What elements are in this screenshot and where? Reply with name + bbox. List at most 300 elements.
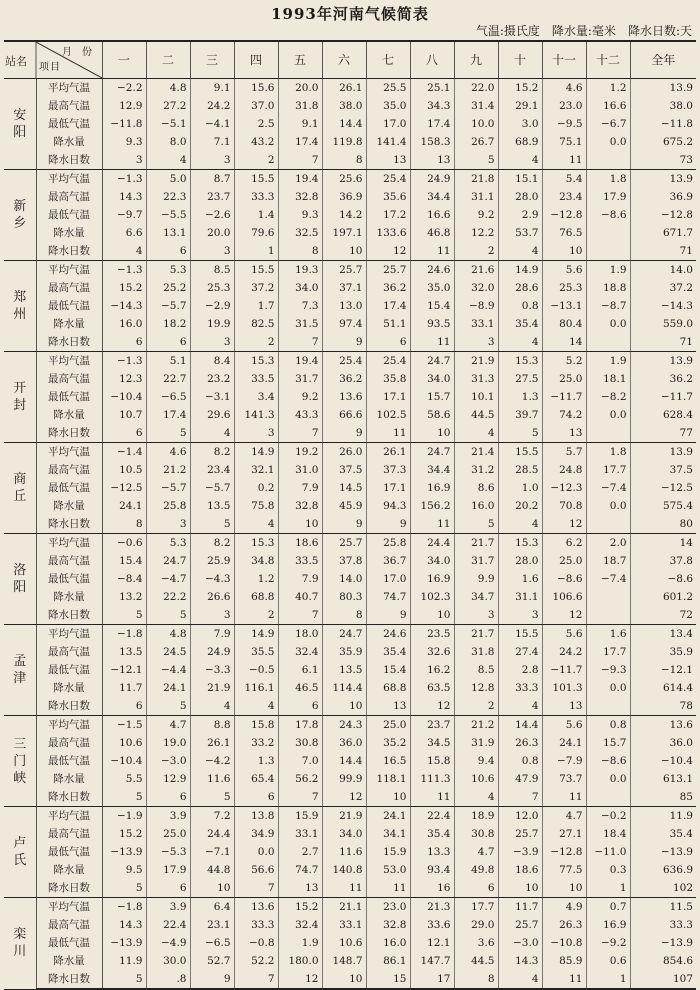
item-label: 最高气温: [36, 916, 102, 934]
value-cell: 3.6: [454, 934, 498, 952]
value-cell: 5.7: [542, 443, 586, 462]
value-cell: 8.2: [190, 443, 234, 462]
value-cell: −3.0: [498, 934, 542, 952]
table-row: [4, 898, 696, 917]
value-cell: 23.1: [190, 916, 234, 934]
value-cell: 13.6: [630, 716, 696, 735]
value-cell: 4.9: [542, 898, 586, 917]
value-cell: 6: [146, 333, 190, 352]
value-cell: 32.8: [278, 497, 322, 515]
table-row: [4, 461, 696, 479]
value-cell: 15.7: [410, 388, 454, 406]
value-cell: 19.0: [146, 734, 190, 752]
value-cell: 3: [190, 333, 234, 352]
value-cell: 35.2: [366, 734, 410, 752]
value-cell: 12.1: [410, 934, 454, 952]
value-cell: 32.1: [234, 461, 278, 479]
value-cell: 26.1: [190, 734, 234, 752]
value-cell: 3: [190, 151, 234, 170]
table-row: [4, 752, 696, 770]
value-cell: 13: [542, 424, 586, 443]
value-cell: 4: [498, 515, 542, 534]
value-cell: 23.7: [190, 188, 234, 206]
value-cell: 15.4: [410, 297, 454, 315]
value-cell: 9.3: [278, 206, 322, 224]
item-label: 最低气温: [36, 570, 102, 588]
value-cell: 2.9: [498, 206, 542, 224]
value-cell: 10.6: [454, 770, 498, 788]
value-cell: −1.5: [102, 716, 146, 735]
value-cell: 118.1: [366, 770, 410, 788]
value-cell: 21.7: [454, 534, 498, 553]
value-cell: −1.3: [102, 170, 146, 189]
value-cell: 16.5: [366, 752, 410, 770]
value-cell: 33.3: [234, 916, 278, 934]
value-cell: 16.6: [586, 97, 630, 115]
station-name: 安 阳: [4, 79, 36, 170]
value-cell: −9.5: [542, 115, 586, 133]
value-cell: 32.4: [278, 643, 322, 661]
value-cell: 1.9: [586, 352, 630, 371]
value-cell: 8: [322, 606, 366, 625]
value-cell: 3: [454, 333, 498, 352]
value-cell: 1.2: [586, 79, 630, 98]
value-cell: 102: [630, 879, 696, 898]
value-cell: 14.3: [102, 916, 146, 934]
value-cell: 675.2: [630, 133, 696, 151]
value-cell: 14.5: [322, 479, 366, 497]
item-label: 降水日数: [36, 151, 102, 170]
item-label: 最低气温: [36, 934, 102, 952]
value-cell: 10: [542, 242, 586, 261]
item-label: 平均气温: [36, 170, 102, 189]
value-cell: 601.2: [630, 588, 696, 606]
value-cell: 13.8: [234, 807, 278, 826]
value-cell: 26.0: [322, 443, 366, 462]
value-cell: 68.9: [498, 133, 542, 151]
value-cell: 4.7: [454, 843, 498, 861]
value-cell: 4.8: [146, 625, 190, 644]
month-header: 六: [322, 41, 366, 79]
value-cell: 2.0: [586, 534, 630, 553]
station-label: 站名: [5, 55, 27, 68]
value-cell: [586, 424, 630, 443]
value-cell: 25.7: [366, 261, 410, 280]
value-cell: 8: [278, 242, 322, 261]
item-label: 平均气温: [36, 898, 102, 917]
value-cell: 30.8: [278, 734, 322, 752]
value-cell: 6.6: [102, 224, 146, 242]
value-cell: 24.6: [366, 625, 410, 644]
value-cell: 0.8: [498, 297, 542, 315]
value-cell: 77: [630, 424, 696, 443]
value-cell: 80: [630, 515, 696, 534]
value-cell: −14.3: [630, 297, 696, 315]
value-cell: 0.0: [586, 315, 630, 333]
value-cell: 9: [366, 606, 410, 625]
item-label: 降水日数: [36, 697, 102, 716]
value-cell: −5.7: [146, 479, 190, 497]
value-cell: 28.0: [498, 188, 542, 206]
value-cell: 10: [410, 606, 454, 625]
value-cell: 25.7: [322, 534, 366, 553]
table-row: [4, 825, 696, 843]
value-cell: 17: [410, 970, 454, 989]
item-label: 降水量: [36, 133, 102, 151]
value-cell: 26.1: [322, 79, 366, 98]
value-cell: 101.3: [542, 679, 586, 697]
value-cell: 140.8: [322, 861, 366, 879]
value-cell: 25.0: [366, 716, 410, 735]
value-cell: 21.2: [146, 461, 190, 479]
value-cell: −1.8: [102, 898, 146, 917]
value-cell: 1.3: [498, 388, 542, 406]
value-cell: 11.9: [630, 807, 696, 826]
value-cell: 23.4: [542, 188, 586, 206]
value-cell: 7: [498, 788, 542, 807]
value-cell: 14.3: [498, 952, 542, 970]
value-cell: 6: [102, 333, 146, 352]
value-cell: 4: [190, 424, 234, 443]
value-cell: −10.4: [630, 752, 696, 770]
value-cell: 5: [102, 970, 146, 989]
value-cell: 24.1: [366, 807, 410, 826]
value-cell: 156.2: [410, 497, 454, 515]
item-label: 最高气温: [36, 734, 102, 752]
value-cell: 15.4: [102, 552, 146, 570]
item-label: 降水量: [36, 315, 102, 333]
item-label: 最高气温: [36, 461, 102, 479]
value-cell: 73: [630, 151, 696, 170]
value-cell: 4: [454, 788, 498, 807]
value-cell: 31.7: [278, 370, 322, 388]
month-header: 十: [498, 41, 542, 79]
value-cell: 1: [586, 970, 630, 989]
value-cell: 26.7: [454, 133, 498, 151]
value-cell: 3.9: [146, 807, 190, 826]
value-cell: 25.7: [498, 916, 542, 934]
value-cell: 6.2: [542, 534, 586, 553]
item-label: 项目: [39, 62, 61, 73]
item-label: 平均气温: [36, 625, 102, 644]
value-cell: 12.9: [146, 770, 190, 788]
value-cell: 37.5: [322, 461, 366, 479]
value-cell: 5.1: [146, 352, 190, 371]
value-cell: 27.4: [498, 643, 542, 661]
value-cell: 21.9: [190, 679, 234, 697]
value-cell: 23.2: [190, 370, 234, 388]
value-cell: 9: [322, 515, 366, 534]
value-cell: 26.3: [498, 734, 542, 752]
value-cell: 17.4: [278, 133, 322, 151]
value-cell: 10: [542, 879, 586, 898]
value-cell: 5: [146, 697, 190, 716]
table-row: [4, 515, 696, 534]
value-cell: 24.7: [410, 352, 454, 371]
value-cell: 14.0: [630, 261, 696, 280]
month-header: 全年: [630, 41, 696, 79]
item-label: 降水量: [36, 224, 102, 242]
value-cell: −8.6: [542, 570, 586, 588]
value-cell: 39.7: [498, 406, 542, 424]
value-cell: 17.9: [146, 861, 190, 879]
value-cell: 5.6: [542, 261, 586, 280]
value-cell: 613.1: [630, 770, 696, 788]
value-cell: 18.8: [586, 279, 630, 297]
table-row: [4, 734, 696, 752]
value-cell: 148.7: [322, 952, 366, 970]
value-cell: −8.7: [586, 297, 630, 315]
value-cell: 13.6: [322, 388, 366, 406]
value-cell: 24.2: [190, 97, 234, 115]
value-cell: −11.0: [586, 843, 630, 861]
item-label: 降水日数: [36, 424, 102, 443]
value-cell: 10.7: [102, 406, 146, 424]
value-cell: 25.4: [322, 352, 366, 371]
value-cell: 46.8: [410, 224, 454, 242]
value-cell: 29.6: [190, 406, 234, 424]
value-cell: 2.8: [498, 661, 542, 679]
value-cell: 23.0: [542, 97, 586, 115]
value-cell: 31.8: [278, 97, 322, 115]
value-cell: −5.7: [190, 479, 234, 497]
value-cell: .8: [146, 970, 190, 989]
value-cell: 14.4: [498, 716, 542, 735]
value-cell: 2: [234, 333, 278, 352]
value-cell: 30.0: [146, 952, 190, 970]
table-row: [4, 788, 696, 807]
value-cell: 32.6: [410, 643, 454, 661]
value-cell: 5: [102, 788, 146, 807]
value-cell: 7.3: [278, 297, 322, 315]
value-cell: 34.0: [278, 279, 322, 297]
item-label: 降水日数: [36, 606, 102, 625]
value-cell: 19.3: [278, 261, 322, 280]
value-cell: −5.1: [146, 115, 190, 133]
item-label: 最高气温: [36, 279, 102, 297]
value-cell: 9.5: [102, 861, 146, 879]
value-cell: 31.1: [454, 188, 498, 206]
value-cell: −7.9: [542, 752, 586, 770]
value-cell: 19.4: [278, 352, 322, 371]
table-row: [4, 643, 696, 661]
value-cell: 5: [498, 424, 542, 443]
value-cell: 8.5: [454, 661, 498, 679]
table-row: [4, 497, 696, 515]
value-cell: −8.4: [102, 570, 146, 588]
value-cell: 13.6: [234, 898, 278, 917]
value-cell: 85: [630, 788, 696, 807]
item-label: 最低气温: [36, 661, 102, 679]
value-cell: 14.9: [234, 625, 278, 644]
value-cell: 53.7: [498, 224, 542, 242]
value-cell: 9.1: [278, 115, 322, 133]
value-cell: 24.4: [190, 825, 234, 843]
item-label: 平均气温: [36, 352, 102, 371]
value-cell: 34.3: [410, 97, 454, 115]
value-cell: 34.0: [410, 370, 454, 388]
value-cell: 34.5: [410, 734, 454, 752]
value-cell: −5.5: [146, 206, 190, 224]
value-cell: 114.4: [322, 679, 366, 697]
value-cell: 35.4: [366, 643, 410, 661]
value-cell: 9: [190, 970, 234, 989]
value-cell: −8.6: [630, 570, 696, 588]
value-cell: 18.0: [278, 625, 322, 644]
value-cell: 3: [190, 606, 234, 625]
value-cell: 17.1: [366, 388, 410, 406]
value-cell: 36.2: [366, 279, 410, 297]
table-row: [4, 188, 696, 206]
value-cell: 34.8: [234, 552, 278, 570]
value-cell: 197.1: [322, 224, 366, 242]
value-cell: 16.2: [410, 661, 454, 679]
value-cell: 51.1: [366, 315, 410, 333]
item-label: 平均气温: [36, 443, 102, 462]
table-row: [4, 661, 696, 679]
value-cell: −10.4: [102, 388, 146, 406]
value-cell: 34.4: [410, 461, 454, 479]
table-body: [4, 79, 696, 990]
value-cell: 15.6: [234, 79, 278, 98]
table-row: [4, 679, 696, 697]
value-cell: 11.7: [498, 898, 542, 917]
value-cell: 13.5: [102, 643, 146, 661]
value-cell: 5.0: [146, 170, 190, 189]
value-cell: 5.3: [146, 534, 190, 553]
item-label: 降水量: [36, 588, 102, 606]
value-cell: 93.5: [410, 315, 454, 333]
table-row: [4, 242, 696, 261]
value-cell: 35.8: [366, 370, 410, 388]
value-cell: 97.4: [322, 315, 366, 333]
month-header: 三: [190, 41, 234, 79]
value-cell: 8.0: [146, 133, 190, 151]
value-cell: 29.1: [498, 97, 542, 115]
value-cell: 12: [542, 606, 586, 625]
value-cell: 141.3: [234, 406, 278, 424]
value-cell: 5.4: [542, 170, 586, 189]
value-cell: 12: [322, 788, 366, 807]
value-cell: 52.2: [234, 952, 278, 970]
value-cell: 32.5: [278, 224, 322, 242]
value-cell: 1.8: [586, 170, 630, 189]
month-header: 一: [102, 41, 146, 79]
value-cell: 75.1: [542, 133, 586, 151]
value-cell: 12: [542, 515, 586, 534]
value-cell: 1.3: [234, 752, 278, 770]
value-cell: 3: [190, 242, 234, 261]
value-cell: 7.9: [190, 625, 234, 644]
item-label: 最低气温: [36, 115, 102, 133]
value-cell: −8.6: [586, 206, 630, 224]
value-cell: 17.7: [586, 461, 630, 479]
value-cell: −11.7: [630, 388, 696, 406]
value-cell: 37.2: [234, 279, 278, 297]
value-cell: 102.5: [366, 406, 410, 424]
value-cell: 4: [102, 242, 146, 261]
value-cell: 575.4: [630, 497, 696, 515]
value-cell: 31.8: [454, 643, 498, 661]
month-label: 月份: [62, 47, 102, 58]
value-cell: −0.6: [102, 534, 146, 553]
month-header: 七: [366, 41, 410, 79]
value-cell: 6: [102, 697, 146, 716]
value-cell: 31.9: [454, 734, 498, 752]
station-name: 栾 川: [4, 898, 36, 990]
value-cell: 12.8: [454, 679, 498, 697]
value-cell: 10: [322, 242, 366, 261]
value-cell: 4: [498, 242, 542, 261]
item-label: 平均气温: [36, 261, 102, 280]
value-cell: 99.9: [322, 770, 366, 788]
value-cell: 13.5: [190, 497, 234, 515]
value-cell: 32.8: [278, 188, 322, 206]
value-cell: 24.6: [410, 261, 454, 280]
value-cell: 9: [322, 333, 366, 352]
value-cell: 4: [190, 697, 234, 716]
value-cell: 4.8: [146, 79, 190, 98]
value-cell: 16.6: [410, 206, 454, 224]
value-cell: 9.3: [102, 133, 146, 151]
station-name: 孟 津: [4, 625, 36, 716]
table-row: [4, 697, 696, 716]
value-cell: 11: [542, 788, 586, 807]
value-cell: 8.2: [190, 534, 234, 553]
table-row: [4, 151, 696, 170]
value-cell: −9.2: [586, 934, 630, 952]
value-cell: 147.7: [410, 952, 454, 970]
table-row: [4, 588, 696, 606]
value-cell: 24.4: [410, 534, 454, 553]
value-cell: −12.8: [542, 206, 586, 224]
table-row: [4, 843, 696, 861]
value-cell: 25.3: [542, 279, 586, 297]
value-cell: 18.2: [146, 315, 190, 333]
value-cell: 15.5: [498, 625, 542, 644]
value-cell: 24.1: [146, 679, 190, 697]
value-cell: 15.3: [498, 352, 542, 371]
value-cell: 14: [542, 333, 586, 352]
value-cell: 7: [278, 151, 322, 170]
value-cell: 6: [146, 788, 190, 807]
value-cell: 79.6: [234, 224, 278, 242]
value-cell: 36.9: [322, 188, 366, 206]
table-row: [4, 388, 696, 406]
value-cell: 180.0: [278, 952, 322, 970]
value-cell: 671.7: [630, 224, 696, 242]
value-cell: 7.2: [190, 807, 234, 826]
value-cell: 6.1: [278, 661, 322, 679]
value-cell: 10: [498, 879, 542, 898]
value-cell: 25.6: [322, 170, 366, 189]
value-cell: −1.8: [102, 625, 146, 644]
value-cell: 33.1: [278, 825, 322, 843]
value-cell: 35.4: [410, 825, 454, 843]
value-cell: 10: [366, 788, 410, 807]
value-cell: 25.0: [542, 370, 586, 388]
value-cell: 18.6: [498, 861, 542, 879]
value-cell: 13: [410, 151, 454, 170]
value-cell: 4: [146, 151, 190, 170]
value-cell: 8.6: [454, 479, 498, 497]
value-cell: 8.5: [190, 261, 234, 280]
value-cell: −6.7: [586, 115, 630, 133]
value-cell: −2.6: [190, 206, 234, 224]
value-cell: 5.6: [542, 625, 586, 644]
value-cell: 11: [366, 424, 410, 443]
value-cell: 4: [454, 424, 498, 443]
